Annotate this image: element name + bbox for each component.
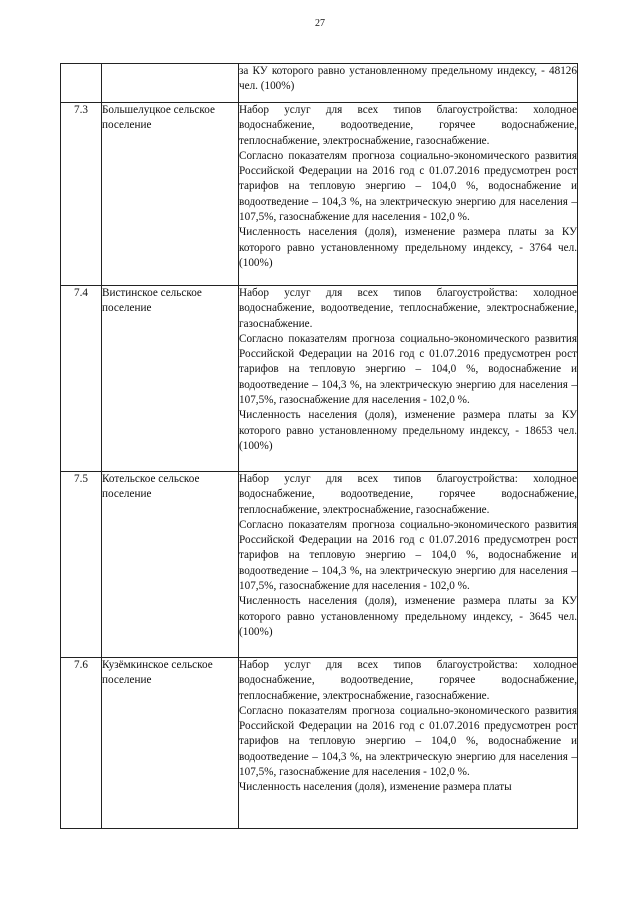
services-paragraph: Набор услуг для всех типов благоустройства: холодное водоснабжение, водоотведение, горячее водоснабжение, теплоснабжение, электроснабжение, газоснабжение. — [239, 104, 577, 147]
population-paragraph: Численность населения (доля), изменение размера платы за КУ которого равно установленному предельному индексу, - 3764 чел. (100%) — [239, 226, 577, 269]
tariff-table — [60, 63, 578, 829]
settlement-name: Вистинское сельское поселение — [102, 286, 239, 472]
tariff-growth-paragraph: Согласно показателям прогноза социально-экономического развития Российской Федерации на 2016 год с 01.07.2016 предусмотрен рост тарифов на тепловую энергию – 104,0 %, водоснабжение и водоотведение – 104,3 %, на электрическую энергию для населения – 107,5%, газоснабжение для населения - 102,0 %. — [239, 518, 577, 593]
services-paragraph: Набор услуг для всех типов благоустройства: холодное водоснабжение, водоотведение, горячее водоснабжение, теплоснабжение, электроснабжение, газоснабжение. — [239, 659, 577, 702]
settlement-name: Большелуцкое сельское поселение — [102, 103, 239, 286]
row-description — [239, 658, 578, 829]
row-description — [239, 64, 578, 103]
row-description — [239, 286, 578, 472]
services-paragraph: Набор услуг для всех типов благоустройства: холодное водоснабжение, водоотведение, горячее водоснабжение, теплоснабжение, электроснабжение, газоснабжение. — [239, 473, 577, 516]
population-paragraph: Численность населения (доля), изменение размера платы за КУ которого равно установленному предельному индексу, - 18653 чел. (100%) — [239, 409, 577, 452]
row-number: 7.3 — [61, 103, 102, 286]
settlement-name — [102, 64, 239, 103]
row-number: 7.4 — [61, 286, 102, 472]
page-number: 27 — [315, 18, 325, 29]
population-paragraph: за КУ которого равно установленному предельному индексу, - 48126 чел. (100%) — [239, 65, 577, 93]
table-row — [61, 103, 578, 286]
row-number: 7.5 — [61, 472, 102, 658]
row-number: 7.6 — [61, 658, 102, 829]
settlement-name: Котельское сельское поселение — [102, 472, 239, 658]
population-paragraph: Численность населения (доля), изменение размера платы — [239, 781, 512, 794]
table-row — [61, 286, 578, 472]
services-paragraph: Набор услуг для всех типов благоустройства: холодное водоснабжение, водоотведение, теплоснабжение, электроснабжение, газоснабжение. — [239, 287, 577, 330]
table-row — [61, 64, 578, 103]
population-paragraph: Численность населения (доля), изменение размера платы за КУ которого равно установленному предельному индексу, - 3645 чел. (100%) — [239, 595, 577, 638]
row-description — [239, 472, 578, 658]
tariff-growth-paragraph: Согласно показателям прогноза социально-экономического развития Российской Федерации на 2016 год с 01.07.2016 предусмотрен рост тарифов на тепловую энергию – 104,0 %, водоснабжение и водоотведение – 104,3 %, на электрическую энергию для населения – 107,5%, газоснабжение для населения - 102,0 %. — [239, 332, 577, 407]
settlement-name: Кузёмкинское сельское поселение — [102, 658, 239, 829]
tariff-growth-paragraph: Согласно показателям прогноза социально-экономического развития Российской Федерации на 2016 год с 01.07.2016 предусмотрен рост тарифов на тепловую энергию – 104,0 %, водоснабжение и водоотведение – 104,3 %, на электрическую энергию для населения – 107,5%, газоснабжение для населения - 102,0 %. — [239, 149, 577, 224]
tariff-growth-paragraph: Согласно показателям прогноза социально-экономического развития Российской Федерации на 2016 год с 01.07.2016 предусмотрен рост тарифов на тепловую энергию – 104,0 %, водоснабжение и водоотведение – 104,3 %, на электрическую энергию для населения – 107,5%, газоснабжение для населения - 102,0 %. — [239, 704, 577, 779]
row-description — [239, 103, 578, 286]
table-row — [61, 472, 578, 658]
row-number — [61, 64, 102, 103]
table-row — [61, 658, 578, 829]
